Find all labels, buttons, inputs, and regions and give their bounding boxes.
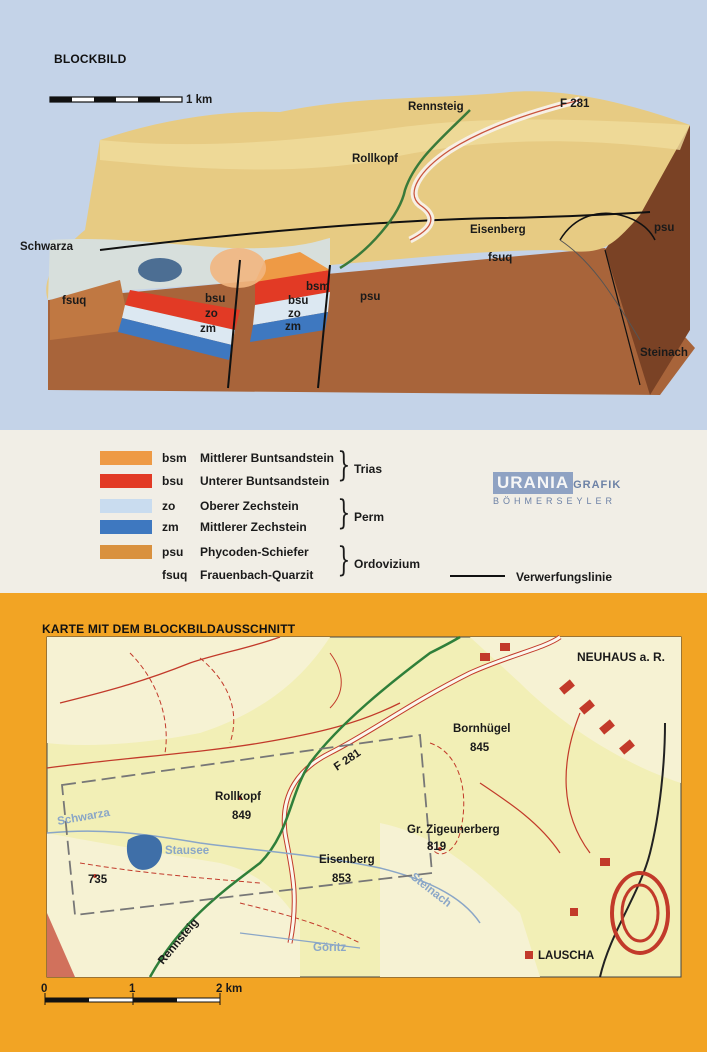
legend-swatch — [100, 451, 152, 465]
legend-fault-line: Verwerfungslinie — [516, 570, 613, 584]
map-scale-2: 2 km — [216, 983, 243, 995]
legend-item-zo: zo Oberer Zechstein — [100, 497, 299, 515]
label-zm-right: zm — [285, 321, 301, 333]
label-eisenberg: Eisenberg — [470, 224, 526, 236]
map-label-eisenberg: Eisenberg — [319, 854, 375, 866]
topographic-map — [0, 593, 707, 1052]
map-label-bornhuegel-elev: 845 — [470, 742, 490, 754]
map-panel — [0, 593, 707, 1052]
map-label-eisenberg-elev: 853 — [332, 873, 352, 885]
blockbild-title: BLOCKBILD — [54, 52, 127, 66]
map-label-zigeunerberg: Gr. Zigeunerberg — [407, 824, 500, 836]
map-scale-1: 1 — [129, 983, 136, 995]
map-title: KARTE MIT DEM BLOCKBILDAUSSCHNITT — [42, 622, 296, 636]
legend-item-psu: psu Phycoden-Schiefer — [100, 543, 309, 561]
blockbild-diagram — [0, 0, 707, 430]
map-label-neuhaus: NEUHAUS a. R. — [577, 650, 666, 664]
group-perm: Perm — [354, 510, 385, 524]
stausee-lake — [138, 258, 182, 282]
group-trias: Trias — [354, 462, 383, 476]
legend-item-bsm: bsm Mittlerer Buntsandstein — [100, 449, 334, 467]
legend-swatch — [100, 474, 152, 488]
label-psu-mid: psu — [360, 291, 381, 303]
blockbild-scale-label: 1 km — [186, 94, 213, 106]
map-label-735: 735 — [88, 874, 108, 886]
map-label-rennsteig: Rennsteig — [156, 916, 202, 967]
label-zo-right: zo — [288, 308, 301, 320]
blockbild-scale-bar — [50, 97, 182, 102]
legend-swatch — [100, 545, 152, 559]
brace-trias: } — [337, 445, 351, 485]
label-fsuq-left: fsuq — [62, 295, 87, 307]
legend-item-bsu: bsu Unterer Buntsandstein — [100, 472, 329, 490]
map-label-f281: F 281 — [331, 747, 364, 774]
label-steinach: Steinach — [640, 347, 688, 359]
map-label-schwarza: Schwarza — [56, 806, 111, 828]
blockbild-panel — [0, 0, 707, 430]
fault-line-swatch — [450, 575, 505, 577]
label-f281: F 281 — [560, 98, 590, 110]
label-rollkopf: Rollkopf — [352, 153, 398, 165]
label-bsu-left: bsu — [205, 293, 226, 305]
group-ordovizium: Ordovizium — [354, 557, 421, 571]
map-label-rollkopf: Rollkopf — [215, 791, 261, 803]
label-zo-left: zo — [205, 308, 218, 320]
label-psu-right: psu — [654, 222, 675, 234]
legend-swatch — [100, 499, 152, 513]
map-label-goeritz: Göritz — [313, 942, 347, 954]
label-bsu-right: bsu — [288, 295, 309, 307]
map-label-zigeunerberg-elev: 819 — [427, 841, 447, 853]
label-rennsteig: Rennsteig — [408, 101, 464, 113]
legend-swatch — [100, 520, 152, 534]
label-bsm: bsm — [306, 281, 330, 293]
label-schwarza: Schwarza — [20, 241, 74, 253]
legend-item-zm: zm Mittlerer Zechstein — [100, 518, 307, 536]
map-label-steinach: Steinach — [408, 870, 454, 910]
label-fsuq-right: fsuq — [488, 252, 513, 264]
brace-ordovizium: } — [337, 540, 351, 580]
map-label-rollkopf-elev: 849 — [232, 810, 252, 822]
map-label-stausee: Stausee — [165, 845, 210, 857]
brace-perm: } — [337, 493, 351, 533]
map-scale-0: 0 — [41, 983, 48, 995]
map-label-bornhuegel: Bornhügel — [453, 723, 511, 735]
map-label-lauscha: LAUSCHA — [538, 950, 595, 962]
urania-logo: URANIA GRAFIK BÖHMERSEYLER — [493, 473, 622, 506]
legend-item-fsuq: fsuq Frauenbach-Quarzit — [162, 568, 314, 582]
label-zm-left: zm — [200, 323, 216, 335]
